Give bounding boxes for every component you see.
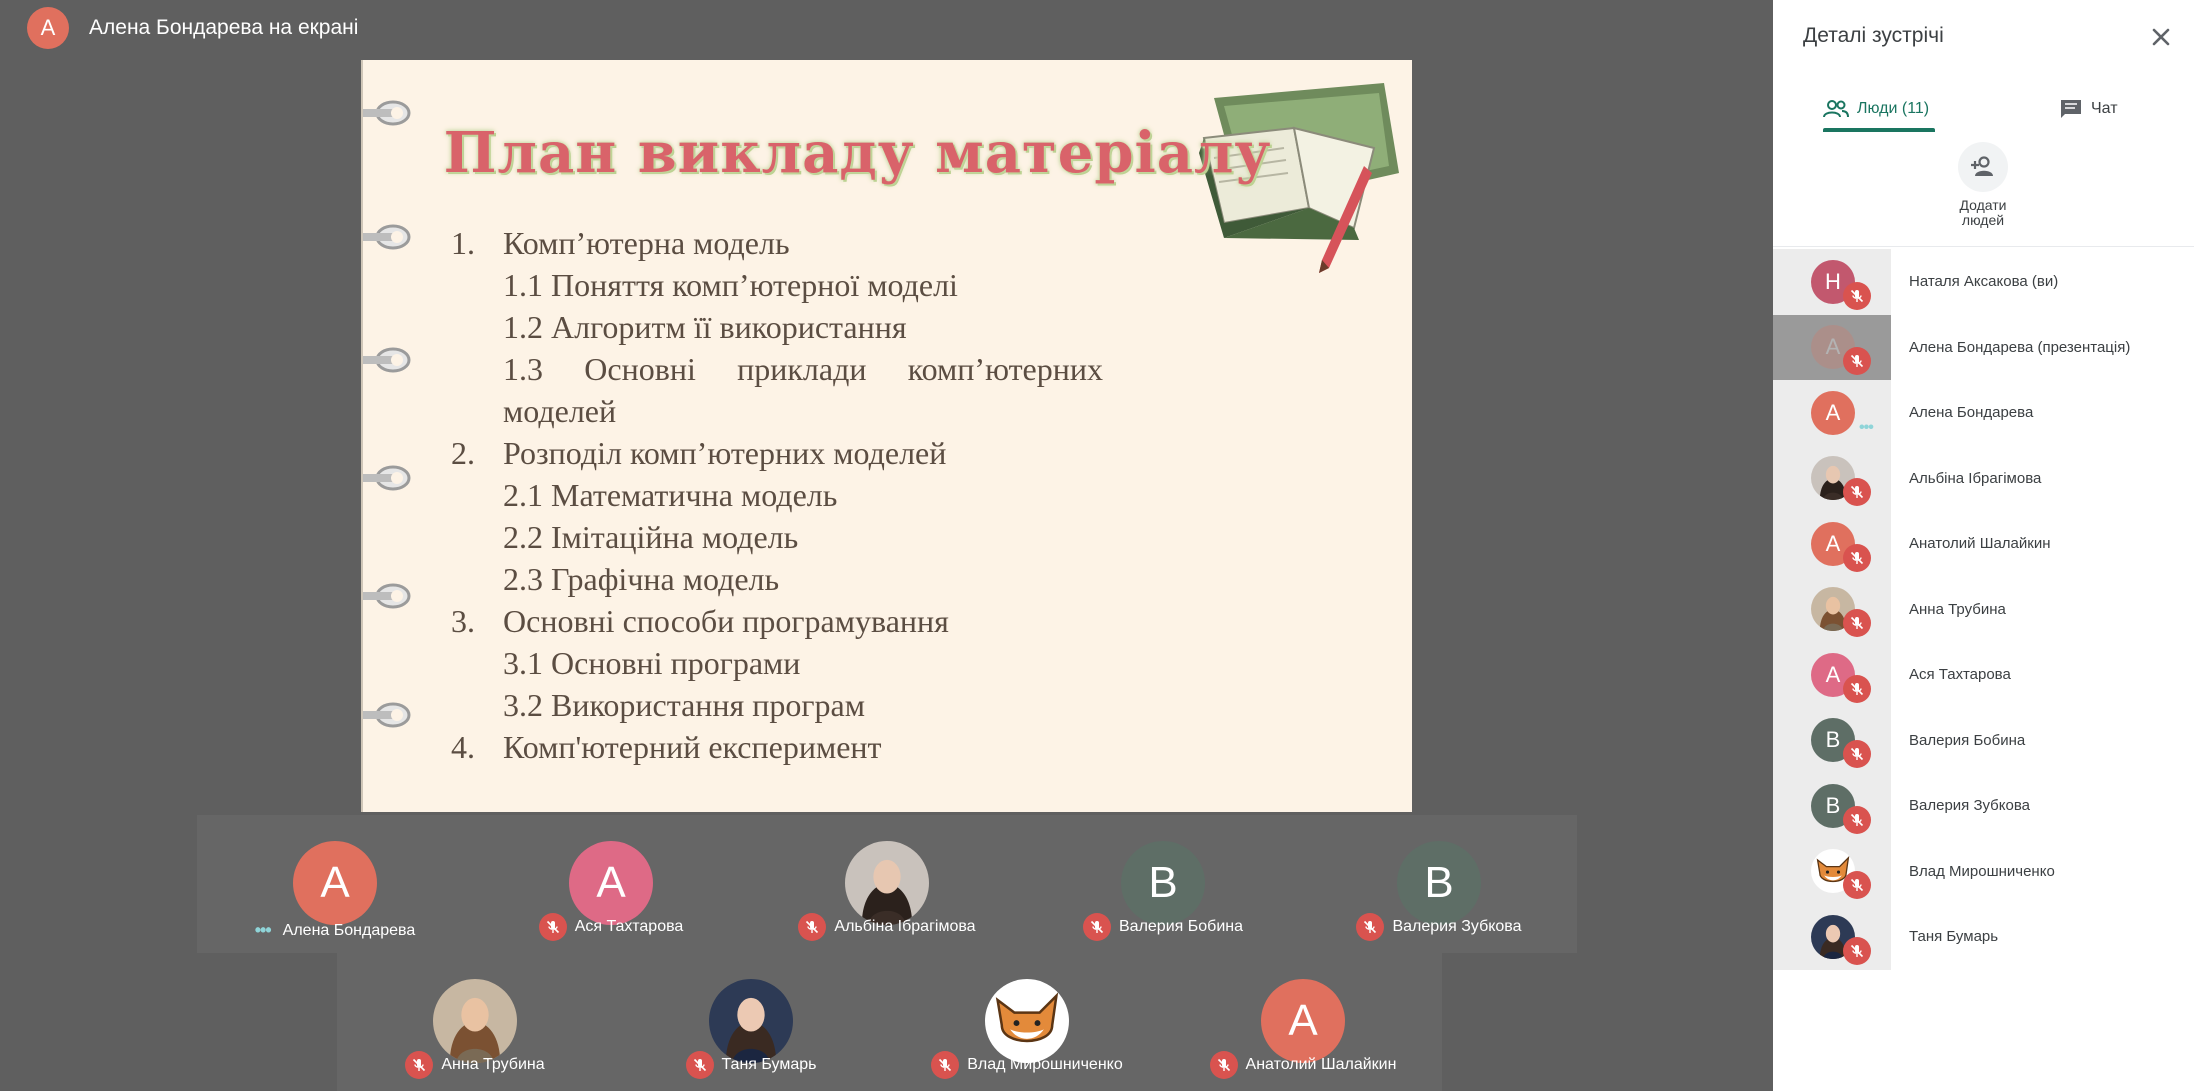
tab-people[interactable] <box>1823 84 1929 134</box>
person-name: Валерия Бобина <box>1909 731 2026 749</box>
participant-name: Валерия Зубкова <box>1392 918 1522 935</box>
person-name: Ася Тахтарова <box>1909 666 2011 684</box>
speaking-dots-icon: ••• <box>254 920 271 940</box>
participant-tile[interactable] <box>889 953 1165 1091</box>
mic-off-badge <box>798 913 826 941</box>
slide-title: План викладу матеріалу <box>443 120 1272 186</box>
participant-label <box>749 913 1025 941</box>
outline-subitem-word: комп’ютерних <box>907 351 1103 387</box>
mic-off-icon <box>1849 812 1865 828</box>
presentation-slide <box>361 60 1412 812</box>
participant-label <box>1301 913 1577 941</box>
mic-off-badge <box>1210 1051 1238 1079</box>
person-name: Таня Бумарь <box>1909 928 1999 946</box>
mic-off-icon <box>1849 877 1865 893</box>
participant-avatar: В <box>1397 841 1481 925</box>
mic-off-icon <box>1849 550 1865 566</box>
person-avatar: А <box>1811 653 1855 697</box>
participant-name: Алена Бондарева <box>282 921 416 939</box>
outline-item-text: Комп’ютерна модель <box>503 225 790 261</box>
presenter-indicator <box>27 7 358 49</box>
participant-tile[interactable] <box>1025 815 1301 953</box>
outline-item-number: 2. <box>451 435 475 471</box>
outline-subitem: 2.2 Імітаційна модель <box>503 519 799 555</box>
mic-off-icon <box>1089 919 1105 935</box>
outline-item-number: 4. <box>451 729 475 765</box>
mic-off-icon <box>692 1057 708 1073</box>
participant-name: Анатолий Шалайкин <box>1245 1056 1397 1073</box>
mic-off-icon <box>1849 484 1865 500</box>
outline-subitem: 1.1 Поняття комп’ютерної моделі <box>503 267 958 303</box>
mic-off-icon <box>1849 353 1865 369</box>
person-avatar: А <box>1811 522 1855 566</box>
mic-off-icon <box>937 1057 953 1073</box>
outline-subitem <box>451 348 1151 390</box>
participant-tile[interactable] <box>337 953 613 1091</box>
outline-subitem: 3.2 Використання програм <box>503 687 865 723</box>
outline-subitem: 2.3 Графічна модель <box>503 561 780 597</box>
mic-off-icon <box>545 919 561 935</box>
participant-name: Альбіна Ібрагімова <box>834 918 976 935</box>
mic-off-badge <box>931 1051 959 1079</box>
outline-item-number: 3. <box>451 603 475 639</box>
participant-tile[interactable] <box>1165 953 1441 1091</box>
participant-tiles-row-1 <box>197 815 1577 953</box>
participant-label <box>613 1051 889 1079</box>
mic-off-icon <box>1849 681 1865 697</box>
mic-off-badge <box>686 1051 714 1079</box>
notebook-ring-icon <box>363 581 413 611</box>
tab-chat[interactable] <box>2059 84 2118 134</box>
outline-subitem: 1.2 Алгоритм її використання <box>503 309 907 345</box>
participant-tiles-row-2 <box>337 953 1442 1091</box>
participant-avatar: В <box>1121 841 1205 925</box>
person-name: Влад Мирошниченко <box>1909 862 2055 880</box>
people-list-item[interactable] <box>1773 839 2194 905</box>
participant-tile[interactable] <box>613 953 889 1091</box>
outline-subitem-continuation: моделей <box>503 393 617 429</box>
mic-off-badge <box>1843 675 1871 703</box>
add-people-label-line2: людей <box>1961 212 2005 228</box>
outline-subitem: 2.1 Математична модель <box>503 477 838 513</box>
meeting-details-panel <box>1773 0 2194 1091</box>
person-avatar: Н <box>1811 260 1855 304</box>
outline-item <box>451 726 1151 768</box>
participant-name: Анна Трубина <box>441 1056 545 1073</box>
mic-off-badge <box>1843 806 1871 834</box>
mic-off-icon <box>1849 943 1865 959</box>
mic-off-badge <box>1843 544 1871 572</box>
outline-item <box>451 432 1151 474</box>
outline-item-number: 1. <box>451 225 475 261</box>
person-name: Алена Бондарева (презентація) <box>1909 338 2131 356</box>
people-list-item[interactable] <box>1773 642 2194 708</box>
person-avatar: В <box>1811 718 1855 762</box>
participant-avatar: А <box>293 841 377 925</box>
tab-chat-label: Чат <box>2091 100 2118 117</box>
panel-divider <box>1773 246 2194 247</box>
speaking-dots-icon: ••• <box>1859 418 1873 436</box>
person-avatar: А <box>1811 325 1855 369</box>
participant-avatar: А <box>1261 979 1345 1063</box>
person-name: Анатолий Шалайкин <box>1909 535 2051 553</box>
participant-label <box>473 913 749 941</box>
participant-label <box>1165 1051 1441 1079</box>
outline-subitem: 3.1 Основні програми <box>503 645 801 681</box>
person-name: Алена Бондарева <box>1909 404 2034 422</box>
outline-item <box>451 600 1151 642</box>
participant-name: Валерия Бобина <box>1119 918 1243 935</box>
people-list-item[interactable] <box>1773 249 2194 315</box>
slide-outline <box>451 222 1151 768</box>
mic-off-icon <box>1849 746 1865 762</box>
outline-subitem-word: Основні <box>584 351 696 387</box>
participant-tile[interactable] <box>1301 815 1577 953</box>
people-list-item[interactable] <box>1773 904 2194 970</box>
notebook-ring-icon <box>363 345 413 375</box>
notebook-ring-icon <box>363 222 413 252</box>
person-avatar: А <box>1811 391 1855 435</box>
participant-name: Влад Мирошниченко <box>967 1056 1123 1073</box>
participant-name: Ася Тахтарова <box>574 918 684 935</box>
participant-tile[interactable] <box>197 815 473 953</box>
add-people-label-line1: Додати <box>1959 197 2007 213</box>
mic-off-badge <box>1356 913 1384 941</box>
people-list-item[interactable] <box>1773 708 2194 774</box>
people-list-item[interactable] <box>1773 446 2194 512</box>
notebook-ring-icon <box>363 700 413 730</box>
mic-off-icon <box>1849 288 1865 304</box>
mic-off-icon <box>1362 919 1378 935</box>
people-list-item[interactable] <box>1773 773 2194 839</box>
mic-off-icon <box>411 1057 427 1073</box>
outline-item-text: Основні способи програмування <box>503 603 949 639</box>
person-avatar: В <box>1811 784 1855 828</box>
people-list-item[interactable] <box>1773 511 2194 577</box>
outline-item-text: Комп'ютерний експеримент <box>503 729 882 765</box>
participant-tile[interactable] <box>749 815 1025 953</box>
participant-avatar: А <box>569 841 653 925</box>
participant-label <box>1025 913 1301 941</box>
mic-off-badge <box>539 913 567 941</box>
participant-label <box>197 920 473 941</box>
person-name: Наталя Аксакова (ви) <box>1909 273 2059 291</box>
mic-off-badge <box>1843 937 1871 965</box>
add-people-button[interactable] <box>1939 142 2027 228</box>
outline-subitem-word: 1.3 <box>503 351 543 387</box>
add-person-icon <box>1969 156 1997 178</box>
panel-title: Деталі зустрічі <box>1803 24 1944 47</box>
people-list-item[interactable] <box>1773 380 2194 446</box>
participant-name: Таня Бумарь <box>721 1056 817 1073</box>
participant-label <box>889 1051 1165 1079</box>
people-list-item[interactable] <box>1773 315 2194 381</box>
people-list-item[interactable] <box>1773 577 2194 643</box>
mic-off-icon <box>804 919 820 935</box>
mic-off-badge <box>405 1051 433 1079</box>
person-name: Альбіна Ібрагімова <box>1909 469 2042 487</box>
close-panel-button[interactable] <box>2144 20 2178 54</box>
chat-icon <box>2059 98 2083 120</box>
person-name: Валерия Зубкова <box>1909 797 2030 815</box>
people-list <box>1773 249 2194 970</box>
person-name: Анна Трубина <box>1909 600 2006 618</box>
tab-people-label: Люди (11) <box>1857 100 1930 117</box>
panel-tabs <box>1773 84 2194 136</box>
notebook-ring-icon <box>363 463 413 493</box>
mic-off-icon <box>1216 1057 1232 1073</box>
presenter-label: Алена Бондарева на екрані <box>89 16 359 39</box>
outline-item-text: Розподіл комп’ютерних моделей <box>503 435 947 471</box>
outline-item <box>451 222 1151 264</box>
participant-tile[interactable] <box>473 815 749 953</box>
close-icon <box>2151 27 2171 47</box>
mic-off-icon <box>1849 615 1865 631</box>
mic-off-badge <box>1843 282 1871 310</box>
tab-active-indicator <box>1823 128 1935 132</box>
participant-label <box>337 1051 613 1079</box>
mic-off-badge <box>1083 913 1111 941</box>
people-icon <box>1823 100 1849 118</box>
presenter-avatar: А <box>27 7 69 49</box>
outline-subitem-word: приклади <box>737 351 867 387</box>
